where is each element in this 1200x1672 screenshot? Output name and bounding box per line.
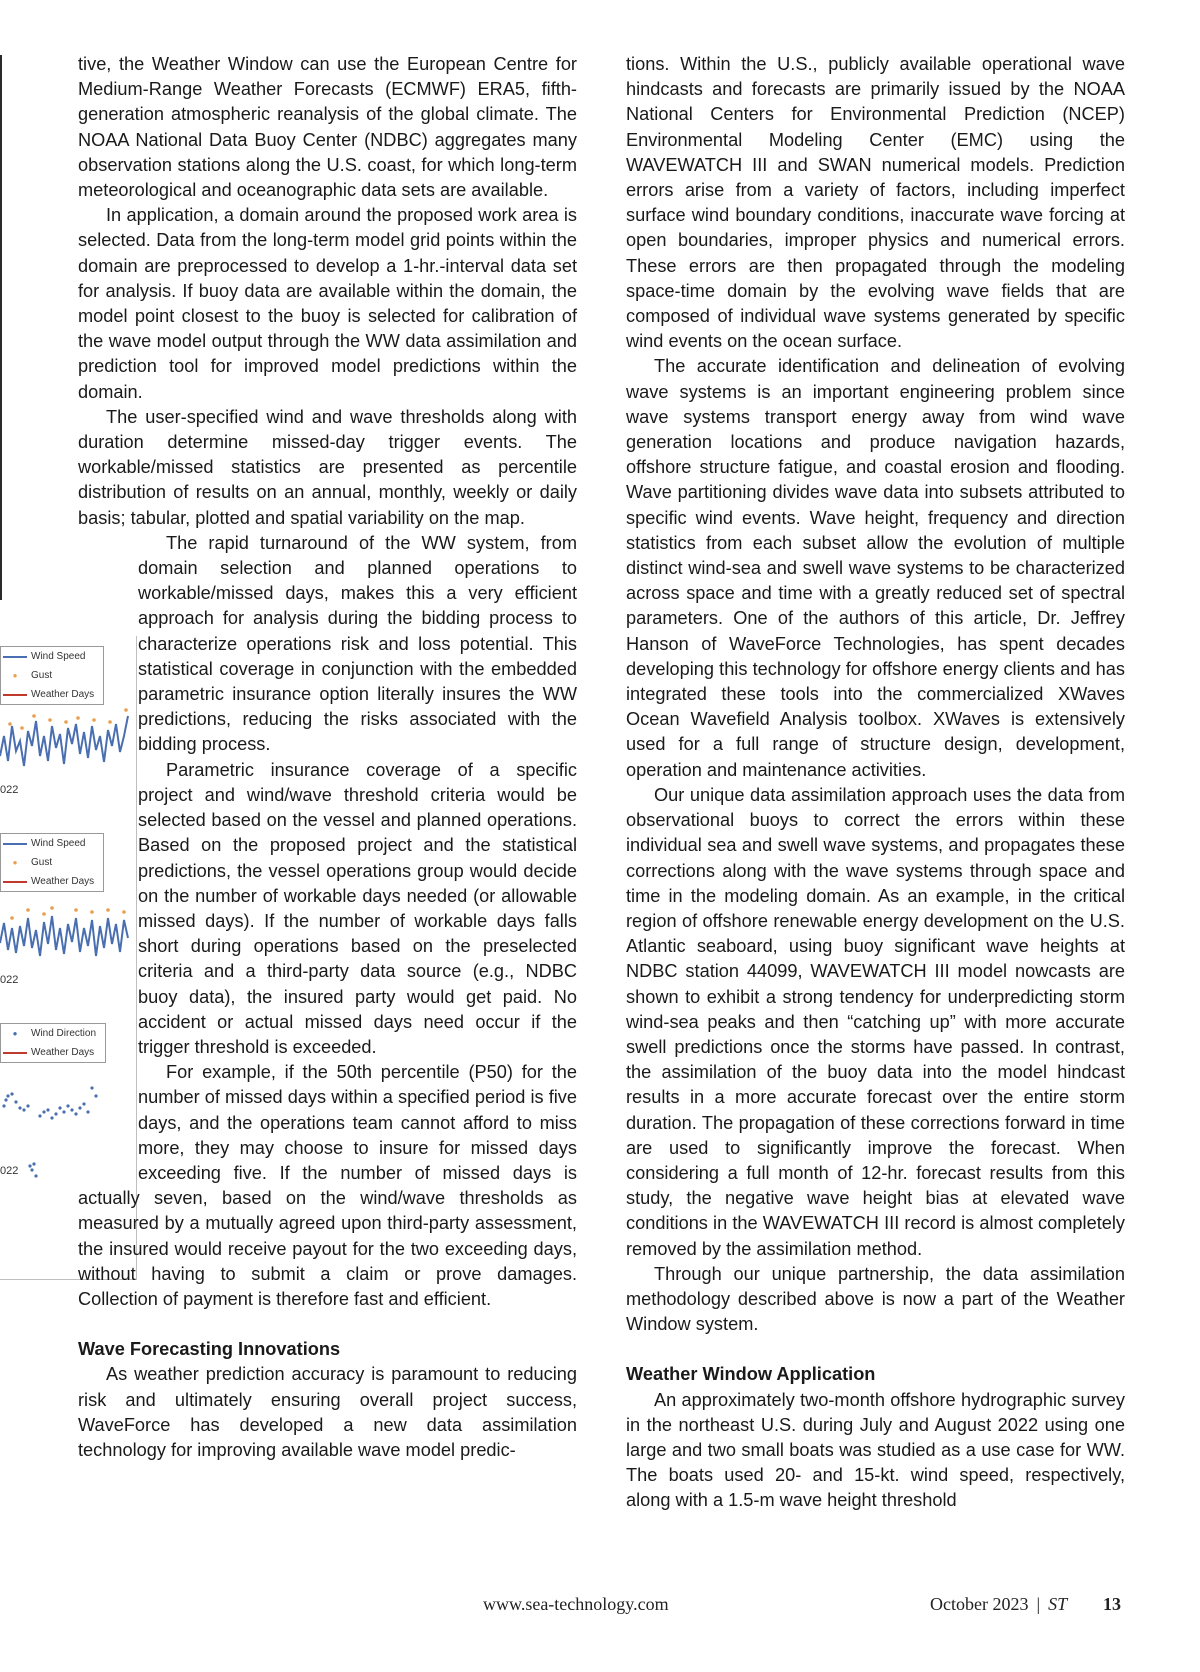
legend-entry-gust: ● Gust: [3, 666, 103, 685]
year-label-panel-1: 022: [0, 784, 19, 796]
legend-entry-weather-days: Weather Days: [3, 1043, 105, 1062]
footer-issue-info: [930, 1594, 1067, 1620]
weather-days-swatch: [3, 1052, 27, 1054]
weather-days-swatch: [3, 694, 27, 696]
paragraph: An approximately two-month offshore hydrographic survey in the northeast U.S. during July and August 2022 using one large and two small boats was studied as a use case for WW. The boats used 20- and 15-kt. wind speed, respectively, along with a 1.5-m wave height threshold: [626, 1389, 1125, 1511]
left-text-column: [78, 52, 577, 1463]
year-label-panel-3: 022: [0, 1165, 19, 1177]
paragraph: tions. Within the U.S., publicly available operational wave hindcasts and forecasts are primarily issued by the NOAA National Centers for Environmental Prediction (NCEP) Environmental Modeling Center (EMC) using the WAVEWATCH III and SWAN numerical models. Prediction errors arise from a variety of factors, including imperfect surface wind boundary conditions, inaccurate wave forcing at open boundaries, improper physics and numerical errors. These errors are then propagated through the modeling space-time domain by the evolving wave fields that are composed of individual wave systems generated by specific wind events on the ocean surface.: [626, 54, 1125, 352]
right-text-column: [626, 52, 1125, 1514]
footer-website: www.sea-technology.com: [483, 1594, 669, 1614]
paragraph: Parametric insurance coverage of a specific project and wind/wave threshold criteria would be selected based on the vessel and planned operations. Based on the proposed project and the statistical predictions, the vessel operations group would decide on the number of workable days needed (or allowable missed days). If the number of workable days falls short during operations based on the preselected criteria and a third-party data source (e.g., NDBC buoy data), the insured party would get paid. No accident or actual missed days need occur if the trigger threshold is exceeded.: [138, 759, 577, 1057]
wind-speed-swatch: [3, 656, 27, 658]
section-heading: Weather Window Application: [626, 1364, 876, 1385]
paragraph: As weather prediction accuracy is paramount to reducing risk and ultimately ensuring overall project success, WaveForce has developed a new data assimilation technology for improving available wave model predic-: [78, 1364, 577, 1460]
gust-swatch: ●: [12, 671, 18, 680]
legend-entry-wind-direction: ● Wind Direction: [3, 1024, 105, 1043]
paragraph: tive, the Weather Window can use the European Centre for Medium-Range Weather Forecasts (ECMWF) ERA5, fifth-generation atmospheric reanalysis of the global climate. The NOAA National Data Buoy Center (NDBC) aggregates many observation stations along the U.S. coast, for which long-term meteorological and oceanographic data sets are available.: [78, 54, 577, 201]
year-label-panel-2: 022: [0, 974, 19, 986]
footer-issue-date: October 2023: [930, 1594, 1029, 1614]
legend-entry-wind-speed: Wind Speed: [3, 647, 103, 666]
legend-entry-weather-days: Weather Days: [3, 685, 103, 704]
footer-magazine: ST: [1048, 1594, 1068, 1614]
paragraph: Our unique data assimilation approach uses the data from observational buoys to correct the errors within these individual sea and swell wave systems, and propagates these corrections along with the wave systems through space and time in the modeling domain. As an example, in the critical region of offshore renewable energy development on the U.S. Atlantic seaboard, using buoy significant wave heights at NDBC station 44099, WAVEWATCH III model nowcasts are shown to exhibit a strong tendency for underpredicting storm wind-sea peaks and then “catching up” with more accurate swell predictions once the storms have passed. In contrast, the assimilation of the buoy data into the model hindcast results in a more accurate forecast over the entire storm duration. The propagation of these corrections forward in time are used to significantly improve the forecast. When considering a full month of 12-hr. forecast results from this study, the negative wave height bias at elevated wave conditions in the WAVEWATCH III record is almost completely removed by the assimilation method.: [626, 784, 1125, 1259]
paragraph: In application, a domain around the proposed work area is selected. Data from the long-term model grid points within the domain are preprocessed to develop a 1-hr.-interval data set for analysis. If buoy data are available within the domain, the model point closest to the buoy is selected for calibration of the wave model output through the WW data assimilation and prediction tool for improved model predictions within the domain.: [78, 205, 577, 402]
paragraph: For example, if the 50th percentile (P50) for the number of missed days within a specified period is five days, and the operations team cannot afford to miss more, they may choose to insure for missed days exceeding five. If the number of missed days is actually seven, based on the wind/wave thresholds as measured by a mutually agreed upon third-party assessment, the insured would receive payout for the two exceeding days, without having to submit a claim or prove damages. Collection of payment is therefore fast and efficient.: [78, 1062, 577, 1309]
legend-entry-weather-days: Weather Days: [3, 872, 103, 891]
paragraph: The accurate identification and delineation of evolving wave systems is an important engineering problem since wave systems transport energy away from wind wave generation locations and produce navigation hazards, offshore structure fatigue, and coastal erosion and flooding. Wave partitioning divides wave data into subsets attributed to specific wind events. Wave height, frequency and direction statistics from each subset allow the evolution of multiple distinct wind-sea and swell wave systems to be characterized across space and time with a greatly reduced set of spectral parameters. One of the authors of this article, Dr. Jeffrey Hanson of WaveForce Technologies, has spent decades developing this technology for offshore energy clients and has integrated these tools into the commercialized XWaves Ocean Wavefield Analysis toolbox. XWaves is extensively used for a full range of structure design, development, operation and maintenance activities.: [626, 356, 1125, 780]
section-gap: [626, 1337, 1125, 1362]
wind-speed-swatch: [3, 843, 27, 845]
wind-direction-swatch: ●: [12, 1029, 18, 1038]
left-margin-rule: [0, 55, 2, 600]
section-gap: [78, 1312, 577, 1337]
legend-entry-wind-speed: Wind Speed: [3, 834, 103, 853]
paragraph: Through our unique partnership, the data assimilation methodology described above is now a part of the Weather Window system.: [626, 1263, 1125, 1335]
weather-days-swatch: [3, 881, 27, 883]
page-number: 13: [1103, 1594, 1121, 1614]
paragraph: The user-specified wind and wave thresholds along with duration determine missed-day trigger events. The workable/missed statistics are presented as percentile distribution of results on an annual, monthly, weekly or daily basis; tabular, plotted and spatial variability on the map.: [78, 406, 577, 528]
section-heading: Wave Forecasting Innovations: [78, 1339, 341, 1360]
footer-separator: |: [1036, 1594, 1041, 1614]
paragraph: The rapid turnaround of the WW system, from domain selection and planned operations to workable/missed days, makes this a very efficient approach for analysis during the bidding process to characterize operations risk and loss potential. This statistical coverage in conjunction with the embedded parametric insurance option literally insures the WW predictions, reducing the risks associated with the bidding process.: [78, 531, 577, 758]
figure-wrap-space: [78, 531, 138, 1173]
legend-entry-gust: ● Gust: [3, 853, 103, 872]
gust-swatch: ●: [12, 858, 18, 867]
